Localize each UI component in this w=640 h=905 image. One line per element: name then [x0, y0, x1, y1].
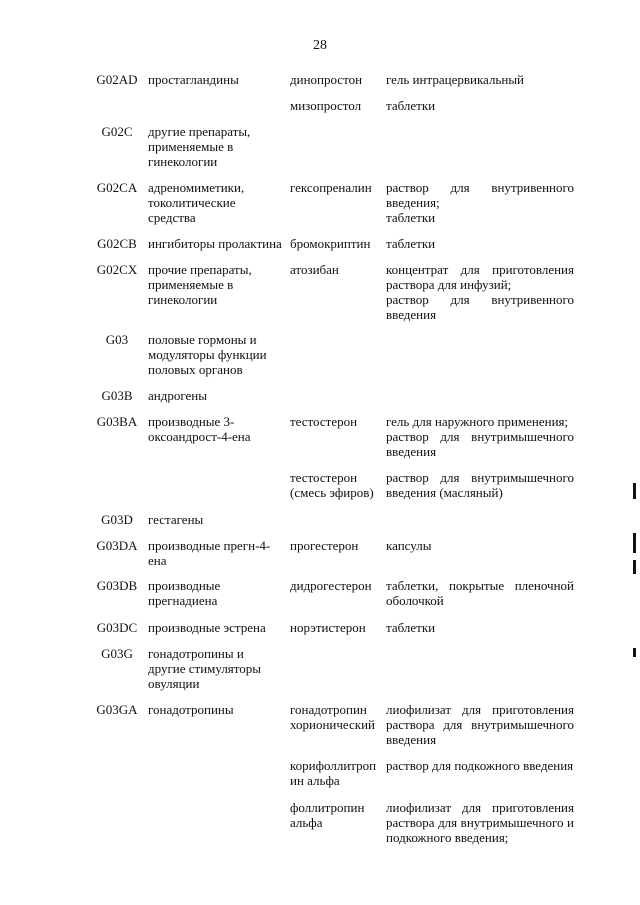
dosage-form: раствор для внутривенного введения; таблетки — [386, 180, 574, 225]
drug-name: динопростон — [290, 72, 363, 87]
atc-code: G03G — [101, 646, 133, 661]
dosage-form: концентрат для приготовления раствора для инфузий; раствор для внутривенного введения — [386, 262, 574, 322]
group-name: производные прегн-4- ена — [148, 538, 271, 568]
atc-code: G02CB — [97, 236, 137, 251]
atc-code: G02CA — [96, 180, 138, 195]
atc-code: G03DA — [96, 538, 138, 553]
atc-code: G03GA — [96, 702, 138, 717]
dosage-form: таблетки — [386, 620, 436, 635]
atc-code: G03 — [105, 332, 129, 347]
drug-name: гонадотропин хорионический — [290, 702, 376, 732]
dosage-form: гель для наружного применения; раствор для внутримышечного введения — [386, 414, 574, 459]
scan-mark — [633, 533, 636, 553]
group-name: гестагены — [148, 512, 204, 527]
atc-code: G02AD — [96, 72, 138, 87]
drug-name: атозибан — [290, 262, 339, 277]
drug-name: фоллитропин альфа — [290, 800, 365, 830]
scan-mark — [633, 648, 636, 657]
group-name: гонадотропины — [148, 702, 234, 717]
group-name: половые гормоны и модуляторы функции половых органов — [148, 332, 267, 377]
group-name: производные 3- оксоандрост-4-ена — [148, 414, 251, 444]
dosage-form: раствор для внутримышечного введения (масляный) — [386, 470, 574, 500]
dosage-form: таблетки — [386, 236, 436, 251]
atc-code: G03DB — [96, 578, 138, 593]
drug-name: норэтистерон — [290, 620, 366, 635]
atc-code: G03D — [101, 512, 133, 527]
scan-mark — [633, 483, 636, 499]
group-name: простагландины — [148, 72, 239, 87]
dosage-form: таблетки — [386, 98, 436, 113]
scan-mark — [633, 560, 636, 574]
dosage-form: раствор для подкожного введения — [386, 758, 574, 773]
group-name: гонадотропины и другие стимуляторы овуляции — [148, 646, 262, 691]
dosage-form: таблетки, покрытые пленочной оболочкой — [386, 578, 574, 608]
drug-name: бромокриптин — [290, 236, 371, 251]
atc-code: G03DC — [96, 620, 138, 635]
drug-name: тестостерон (смесь эфиров) — [290, 470, 374, 500]
atc-code: G02CX — [96, 262, 138, 277]
drug-name: прогестерон — [290, 538, 359, 553]
drug-name: тестостерон — [290, 414, 358, 429]
page-number: 28 — [313, 38, 327, 53]
dosage-form: лиофилизат для приготовления раствора для внутримышечного и подкожного введения; — [386, 800, 574, 845]
drug-name: мизопростол — [290, 98, 362, 113]
group-name: прочие препараты, применяемые в гинекологии — [148, 262, 252, 307]
atc-code: G03B — [101, 388, 133, 403]
drug-name: корифоллитроп ин альфа — [290, 758, 377, 788]
group-name: адреномиметики, токолитические средства — [148, 180, 245, 225]
group-name: другие препараты, применяемые в гинекологии — [148, 124, 251, 169]
drug-name: дидрогестерон — [290, 578, 372, 593]
atc-code: G02C — [101, 124, 133, 139]
group-name: производные прегнадиена — [148, 578, 221, 608]
atc-code: G03BA — [96, 414, 138, 429]
group-name: ингибиторы пролактина — [148, 236, 282, 251]
dosage-form: гель интрацервикальный — [386, 72, 525, 87]
group-name: производные эстрена — [148, 620, 266, 635]
drug-name: гексопреналин — [290, 180, 372, 195]
dosage-form: капсулы — [386, 538, 432, 553]
group-name: андрогены — [148, 388, 207, 403]
dosage-form: лиофилизат для приготовления раствора для внутримышечного введения — [386, 702, 574, 747]
